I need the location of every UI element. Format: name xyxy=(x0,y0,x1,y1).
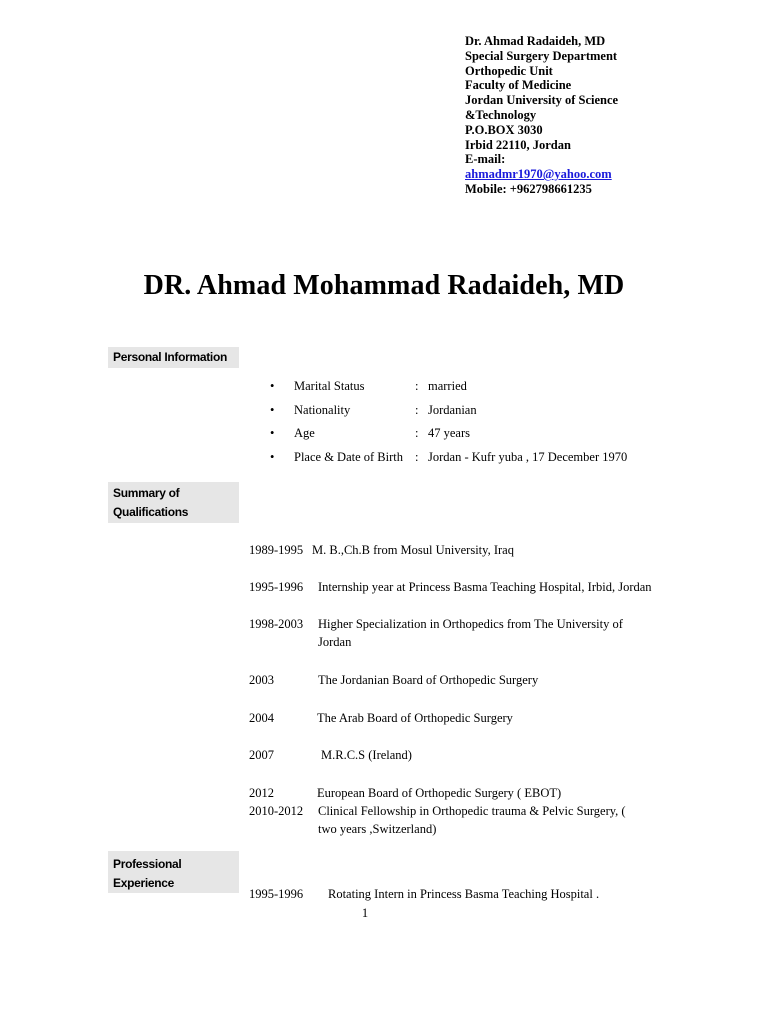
address-line: Jordan University of Science xyxy=(465,93,619,108)
section-label-text: Experience xyxy=(113,876,175,890)
mobile-number: Mobile: +962798661235 xyxy=(465,181,592,196)
personal-info-value: 47 years xyxy=(428,426,470,440)
section-label-text: Summary of xyxy=(113,486,180,500)
qualification-entry xyxy=(249,709,709,727)
address-line: Irbid 22110, Jordan xyxy=(465,137,571,152)
qualification-description: Internship year at Princess Basma Teaching Hospital, Irbid, Jordan xyxy=(318,580,652,594)
qualification-description: Higher Specialization in Orthopedics from The University of Jordan xyxy=(318,617,623,649)
qualification-description: The Jordanian Board of Orthopedic Surgery xyxy=(318,673,539,687)
personal-info-separator: : xyxy=(415,426,419,440)
section-label-text: Personal Information xyxy=(113,350,228,364)
address-line: Faculty of Medicine xyxy=(465,78,572,93)
qualification-year: 1989-1995 xyxy=(249,543,304,557)
qualification-year: 2012 xyxy=(249,786,274,800)
address-line: Dr. Ahmad Radaideh, MD xyxy=(465,34,606,48)
bullet-icon: • xyxy=(270,403,275,417)
bullet-icon: • xyxy=(270,426,275,440)
qualification-entry xyxy=(249,671,709,689)
qualification-entry xyxy=(249,541,709,559)
address-line: P.O.BOX 3030 xyxy=(465,122,543,137)
experience-description: Rotating Intern in Princess Basma Teaching Hospital . xyxy=(328,887,600,901)
email-label: E-mail: xyxy=(465,152,506,167)
personal-info-value: married xyxy=(428,379,467,393)
qualification-year: 2010-2012 xyxy=(249,804,304,818)
personal-info-label: Nationality xyxy=(294,403,351,417)
qualification-year: 2003 xyxy=(249,673,274,687)
address-block xyxy=(465,34,755,197)
experience-year: 1995-1996 xyxy=(249,887,304,901)
email-link[interactable]: ahmadmr1970@yahoo.com xyxy=(465,167,612,182)
experience-entry xyxy=(249,885,709,903)
qualification-year: 2007 xyxy=(249,748,274,762)
section-label-personal-information xyxy=(108,347,239,368)
qualification-description: M. B.,Ch.B from Mosul University, Iraq xyxy=(312,543,514,557)
section-label-summary-of-qualifications xyxy=(108,482,239,523)
personal-info-label: Age xyxy=(294,426,315,440)
qualification-description: European Board of Orthopedic Surgery ( EBOT) xyxy=(317,786,562,800)
section-label-text: Professional xyxy=(113,857,182,871)
personal-info-label: Place & Date of Birth xyxy=(294,450,403,464)
qualification-description: M.R.C.S (Ireland) xyxy=(321,748,412,762)
qualification-year: 1998-2003 xyxy=(249,617,304,631)
address-line: Special Surgery Department xyxy=(465,48,618,63)
section-label-professional-experience xyxy=(108,851,239,893)
qualification-description: Clinical Fellowship in Orthopedic trauma & Pelvic Surgery, ( two years ,Switzerland) xyxy=(318,804,626,836)
bullet-icon: • xyxy=(270,450,275,464)
address-line: &Technology xyxy=(465,107,537,122)
qualification-year: 2004 xyxy=(249,711,274,725)
personal-info-label: Marital Status xyxy=(294,379,365,393)
qualification-entry xyxy=(249,578,709,596)
qualification-year: 1995-1996 xyxy=(249,580,304,594)
page-title: DR. Ahmad Mohammad Radaideh, MD xyxy=(143,270,625,301)
qualification-entry xyxy=(249,615,709,651)
personal-info-separator: : xyxy=(415,403,419,417)
qualification-entry xyxy=(249,784,709,802)
personal-info-separator: : xyxy=(415,379,419,393)
personal-info-value: Jordan - Kufr yuba , 17 December 1970 xyxy=(428,450,628,464)
page-number: 1 xyxy=(361,906,369,920)
qualification-description: The Arab Board of Orthopedic Surgery xyxy=(317,711,513,725)
personal-info-separator: : xyxy=(415,450,419,464)
bullet-icon: • xyxy=(270,379,275,393)
qualification-entry xyxy=(249,746,709,764)
qualification-entry xyxy=(249,802,709,838)
personal-info-value: Jordanian xyxy=(428,403,477,417)
address-line: Orthopedic Unit xyxy=(465,63,553,78)
section-label-text: Qualifications xyxy=(113,505,189,519)
